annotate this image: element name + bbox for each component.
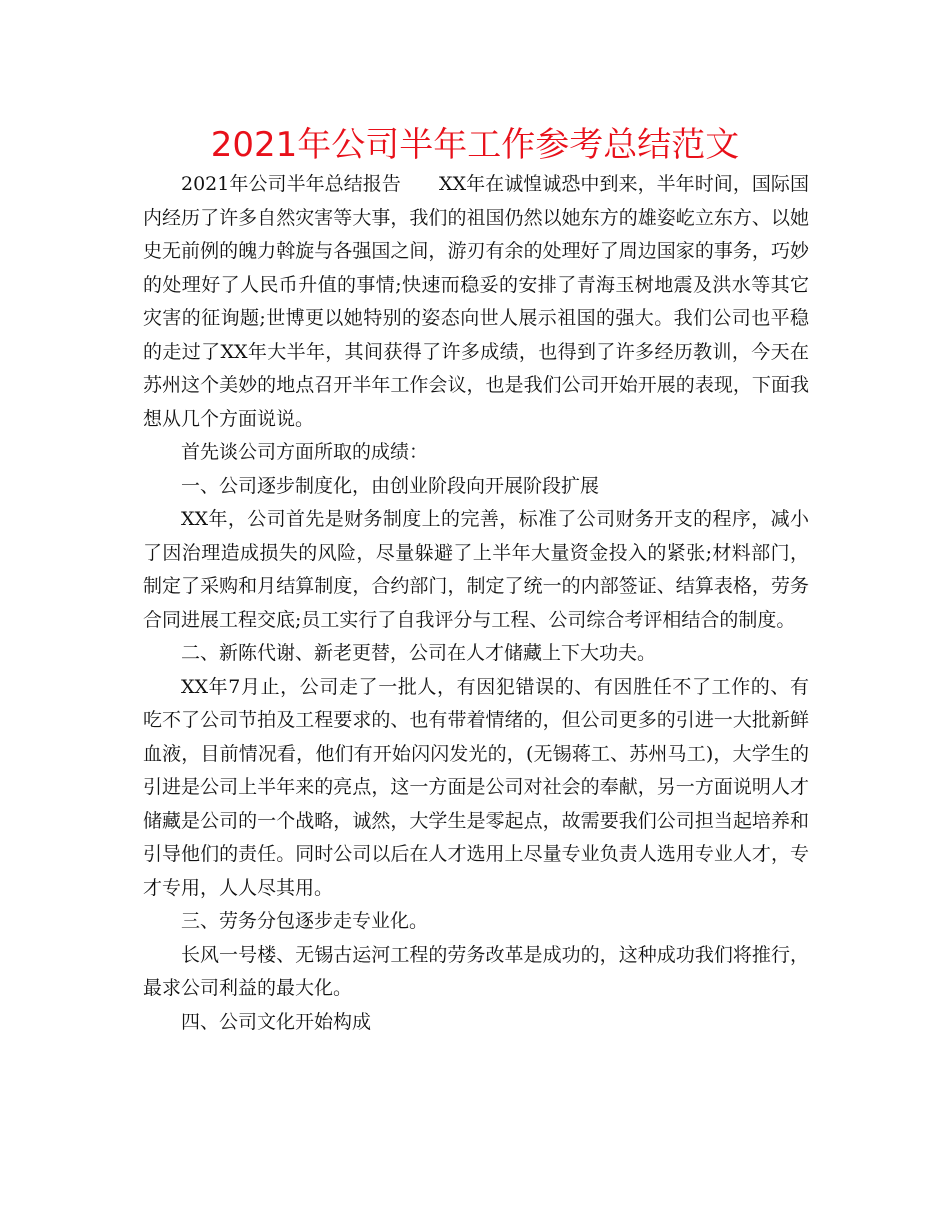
paragraph-section-3: 长风一号楼、无锡古运河工程的劳务改革是成功的，这种成功我们将推行，最求公司利益的最大化。 bbox=[143, 943, 809, 999]
section-heading-3: 三、劳务分包逐步走专业化。 bbox=[181, 910, 429, 932]
paragraph-section-2: XX年7月止，公司走了一批人，有因犯错误的、有因胜任不了工作的、有吃不了公司节拍及工程要求的、也有带着情绪的，但公司更多的引进一大批新鲜血液，目前情况看，他们有开始闪闪发光的，(无锡蒋工、苏州马工)，大学生的引进是公司上半年来的亮点，这一方面是公司对社会的奉献，另一方面说明人才储藏是公司的一个战略，诚然，大学生是零起点，故需要我们公司担当起培养和引导他们的责任。同时公司以后在人才选用上尽量专业负责人选用专业人才，专才专用，人人尽其用。 bbox=[143, 675, 809, 899]
document-title: 2021年公司半年工作参考总结范文 bbox=[210, 125, 740, 165]
paragraph-achievements-heading: 首先谈公司方面所取的成绩： bbox=[181, 441, 429, 463]
section-heading-4: 四、公司文化开始构成 bbox=[181, 1010, 372, 1033]
section-heading-1: 一、公司逐步制度化，由创业阶段向开展阶段扩展 bbox=[181, 474, 600, 497]
section-heading-2: 二、新陈代谢、新老更替，公司在人才储藏上下大功夫。 bbox=[181, 642, 657, 664]
paragraph-section-1: XX年，公司首先是财务制度上的完善，标准了公司财务开支的程序，减小了因治理造成损失的风险，尽量躲避了上半年大量资金投入的紧张;材料部门，制定了采购和月结算制度，合约部门，制定了统一的内部签证、结算表格，劳务合同进展工程交底;员工实行了自我评分与工程、公司综合考评相结合的制度。 bbox=[143, 508, 809, 631]
document-body bbox=[143, 168, 809, 1039]
paragraph-intro: 2021年公司半年总结报告 XX年在诚惶诚恐中到来，半年时间，国际国内经历了许多自然灾害等大事，我们的祖国仍然以她东方的雄姿屹立东方、以她史无前例的魄力斡旋与各强国之间，游刃有余的处理好了周边国家的事务，巧妙的处理好了人民币升值的事情;快速而稳妥的安排了青海玉树地震及洪水等其它灾害的征询题;世博更以她特别的姿态向世人展示祖国的强大。我们公司也平稳的走过了XX年大半年，其间获得了许多成绩，也得到了许多经历教训，今天在苏州这个美妙的地点召开半年工作会议，也是我们公司开始开展的表现，下面我想从几个方面说说。 bbox=[143, 173, 809, 430]
